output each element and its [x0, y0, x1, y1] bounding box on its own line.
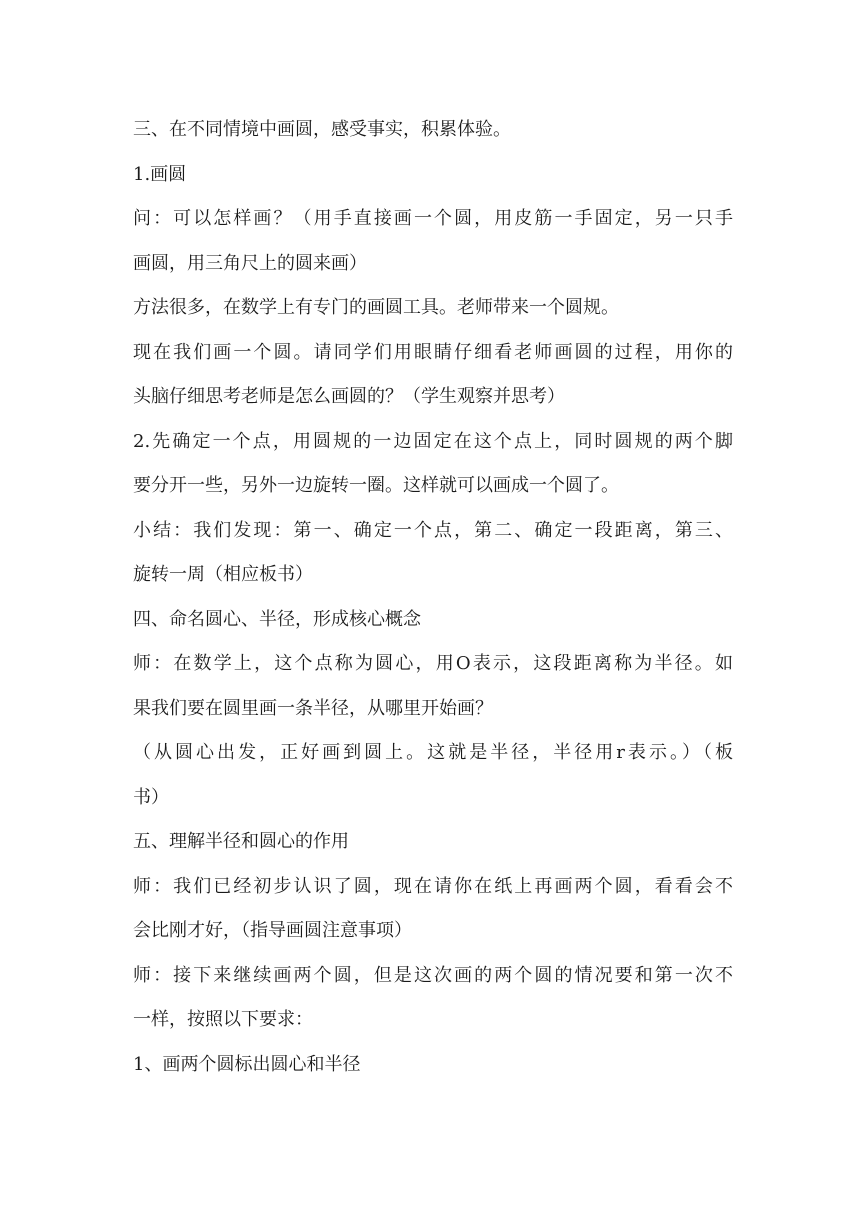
- section-heading-4: 四、命名圆心、半径，形成核心概念: [133, 608, 421, 630]
- paragraph-line: （从圆心出发，正好画到圆上。这就是半径，半径用r表示。）（板: [133, 742, 733, 763]
- paragraph-line: 小结：我们发现：第一、确定一个点，第二、确定一段距离，第三、: [133, 519, 733, 541]
- paragraph-line: 师：接下来继续画两个圆，但是这次画的两个圆的情况要和第一次不: [133, 964, 733, 986]
- paragraph-line: 方法很多，在数学上有专门的画圆工具。老师带来一个圆规。: [133, 297, 619, 318]
- document-body: [133, 108, 733, 1087]
- paragraph-line: 果我们要在圆里画一条半径，从哪里开始画？: [133, 697, 493, 719]
- paragraph-line: 问：可以怎样画？（用手直接画一个圆，用皮筋一手固定，另一只手: [133, 208, 733, 229]
- paragraph-line: 2.先确定一个点，用圆规的一边固定在这个点上，同时圆规的两个脚: [133, 430, 733, 452]
- paragraph-line: 要分开一些，另外一边旋转一圈。这样就可以画成一个圆了。: [133, 475, 619, 496]
- list-item: 1、画两个圆标出圆心和半径: [133, 1053, 361, 1075]
- subheading-draw-circle: 1.画圆: [133, 163, 187, 185]
- paragraph-line: 画圆，用三角尺上的圆来画）: [133, 252, 367, 274]
- paragraph-line: 一样，按照以下要求：: [133, 1009, 313, 1030]
- section-heading-5: 五、理解半径和圆心的作用: [133, 831, 349, 852]
- section-heading-3: 三、在不同情境中画圆，感受事实，积累体验。: [133, 119, 511, 140]
- paragraph-line: 旋转一周（相应板书）: [133, 564, 313, 585]
- paragraph-line: 会比刚才好，（指导画圆注意事项）: [133, 920, 412, 941]
- paragraph-line: 头脑仔细思考老师是怎么画圆的？（学生观察并思考）: [133, 386, 565, 407]
- paragraph-line: 现在我们画一个圆。请同学们用眼睛仔细看老师画圆的过程，用你的: [133, 341, 733, 363]
- paragraph-line: 师：在数学上，这个点称为圆心，用O表示，这段距离称为半径。如: [133, 653, 733, 674]
- paragraph-line: 师：我们已经初步认识了圆，现在请你在纸上再画两个圆，看看会不: [133, 875, 733, 897]
- paragraph-line: 书）: [133, 786, 169, 808]
